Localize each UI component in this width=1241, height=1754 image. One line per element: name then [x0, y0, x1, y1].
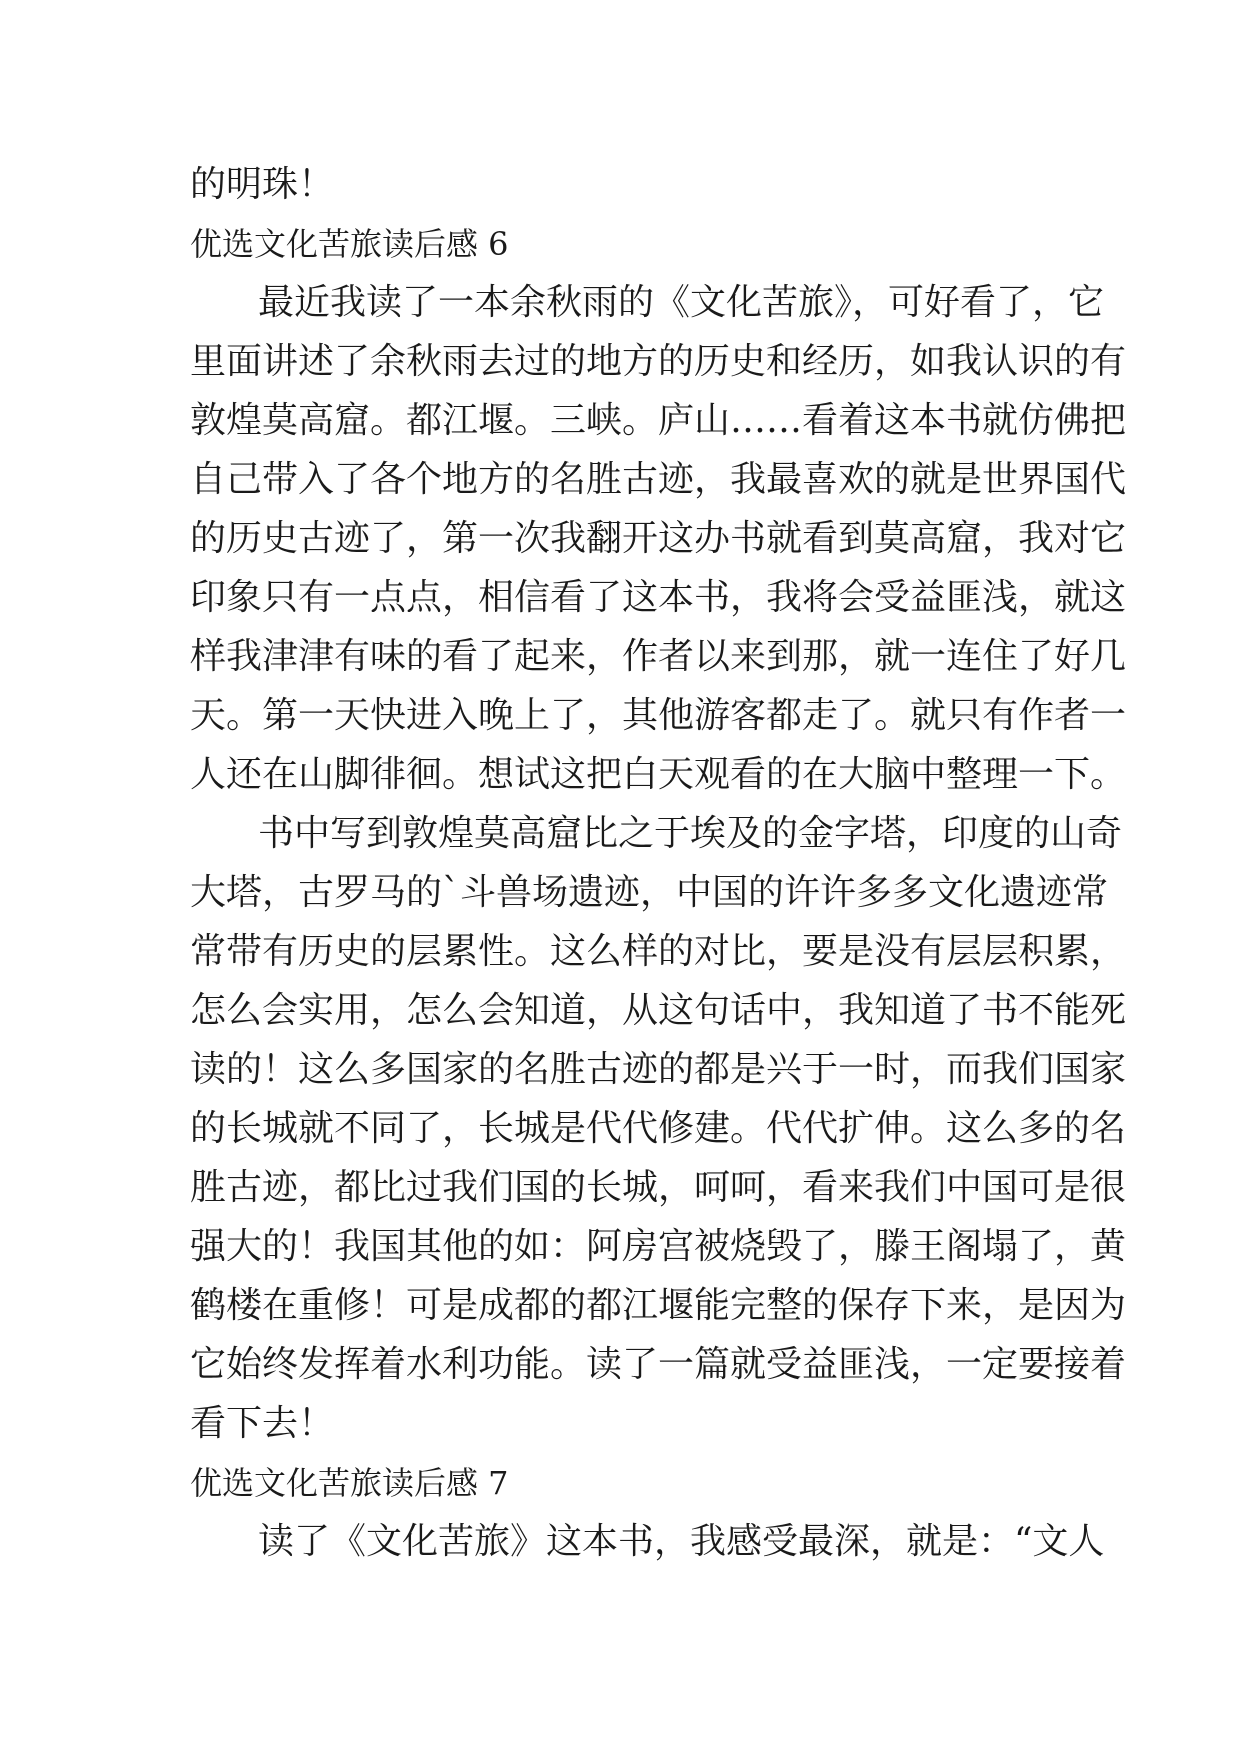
paragraph-line: 的明珠！ — [190, 164, 335, 205]
paragraph-line: 敦煌莫高窟。都江堰。三峡。庐山……看着这本书就仿佛把 — [190, 400, 1127, 441]
paragraph-line: 常带有历史的层累性。这么样的对比，要是没有层层积累， — [190, 931, 1127, 972]
section-heading: 优选文化苦旅读后感 7 — [190, 1464, 509, 1502]
paragraph-line: 鹤楼在重修！可是成都的都江堰能完整的保存下来，是因为 — [190, 1285, 1127, 1326]
paragraph-line: 它始终发挥着水利功能。读了一篇就受益匪浅，一定要接着 — [190, 1344, 1127, 1385]
paragraph-line: 天。第一天快进入晚上了，其他游客都走了。就只有作者一 — [190, 695, 1127, 736]
paragraph-line: 印象只有一点点，相信看了这本书，我将会受益匪浅，就这 — [190, 577, 1127, 618]
paragraph-line: 样我津津有味的看了起来，作者以来到那，就一连住了好几 — [190, 636, 1127, 677]
paragraph-line: 的长城就不同了，长城是代代修建。代代扩伸。这么多的名 — [190, 1108, 1127, 1149]
paragraph-line: 书中写到敦煌莫高窟比之于埃及的金字塔，印度的山奇 — [258, 813, 1123, 854]
paragraph-line: 的历史古迹了，第一次我翻开这办书就看到莫高窟，我对它 — [190, 518, 1127, 559]
paragraph-line: 胜古迹，都比过我们国的长城，呵呵，看来我们中国可是很 — [190, 1167, 1127, 1208]
paragraph-line: 里面讲述了余秋雨去过的地方的历史和经历，如我认识的有 — [190, 341, 1127, 382]
paragraph-line: 自己带入了各个地方的名胜古迹，我最喜欢的就是世界国代 — [190, 459, 1127, 500]
paragraph-line: 读的！这么多国家的名胜古迹的都是兴于一时，而我们国家 — [190, 1049, 1127, 1090]
paragraph-line: 大塔，古罗马的`斗兽场遗迹，中国的许许多多文化遗迹常 — [190, 872, 1109, 913]
section-heading: 优选文化苦旅读后感 6 — [190, 225, 509, 263]
paragraph-line: 怎么会实用，怎么会知道，从这句话中，我知道了书不能死 — [190, 990, 1127, 1031]
paragraph-line: 人还在山脚徘徊。想试这把白天观看的在大脑中整理一下。 — [190, 754, 1127, 795]
paragraph-line: 读了《文化苦旅》这本书，我感受最深，就是：“文人 — [258, 1521, 1105, 1562]
paragraph-line: 看下去！ — [190, 1403, 335, 1444]
paragraph-line: 最近我读了一本余秋雨的《文化苦旅》，可好看了，它 — [258, 282, 1105, 323]
paragraph-line: 强大的！我国其他的如：阿房宫被烧毁了，滕王阁塌了，黄 — [190, 1226, 1127, 1267]
